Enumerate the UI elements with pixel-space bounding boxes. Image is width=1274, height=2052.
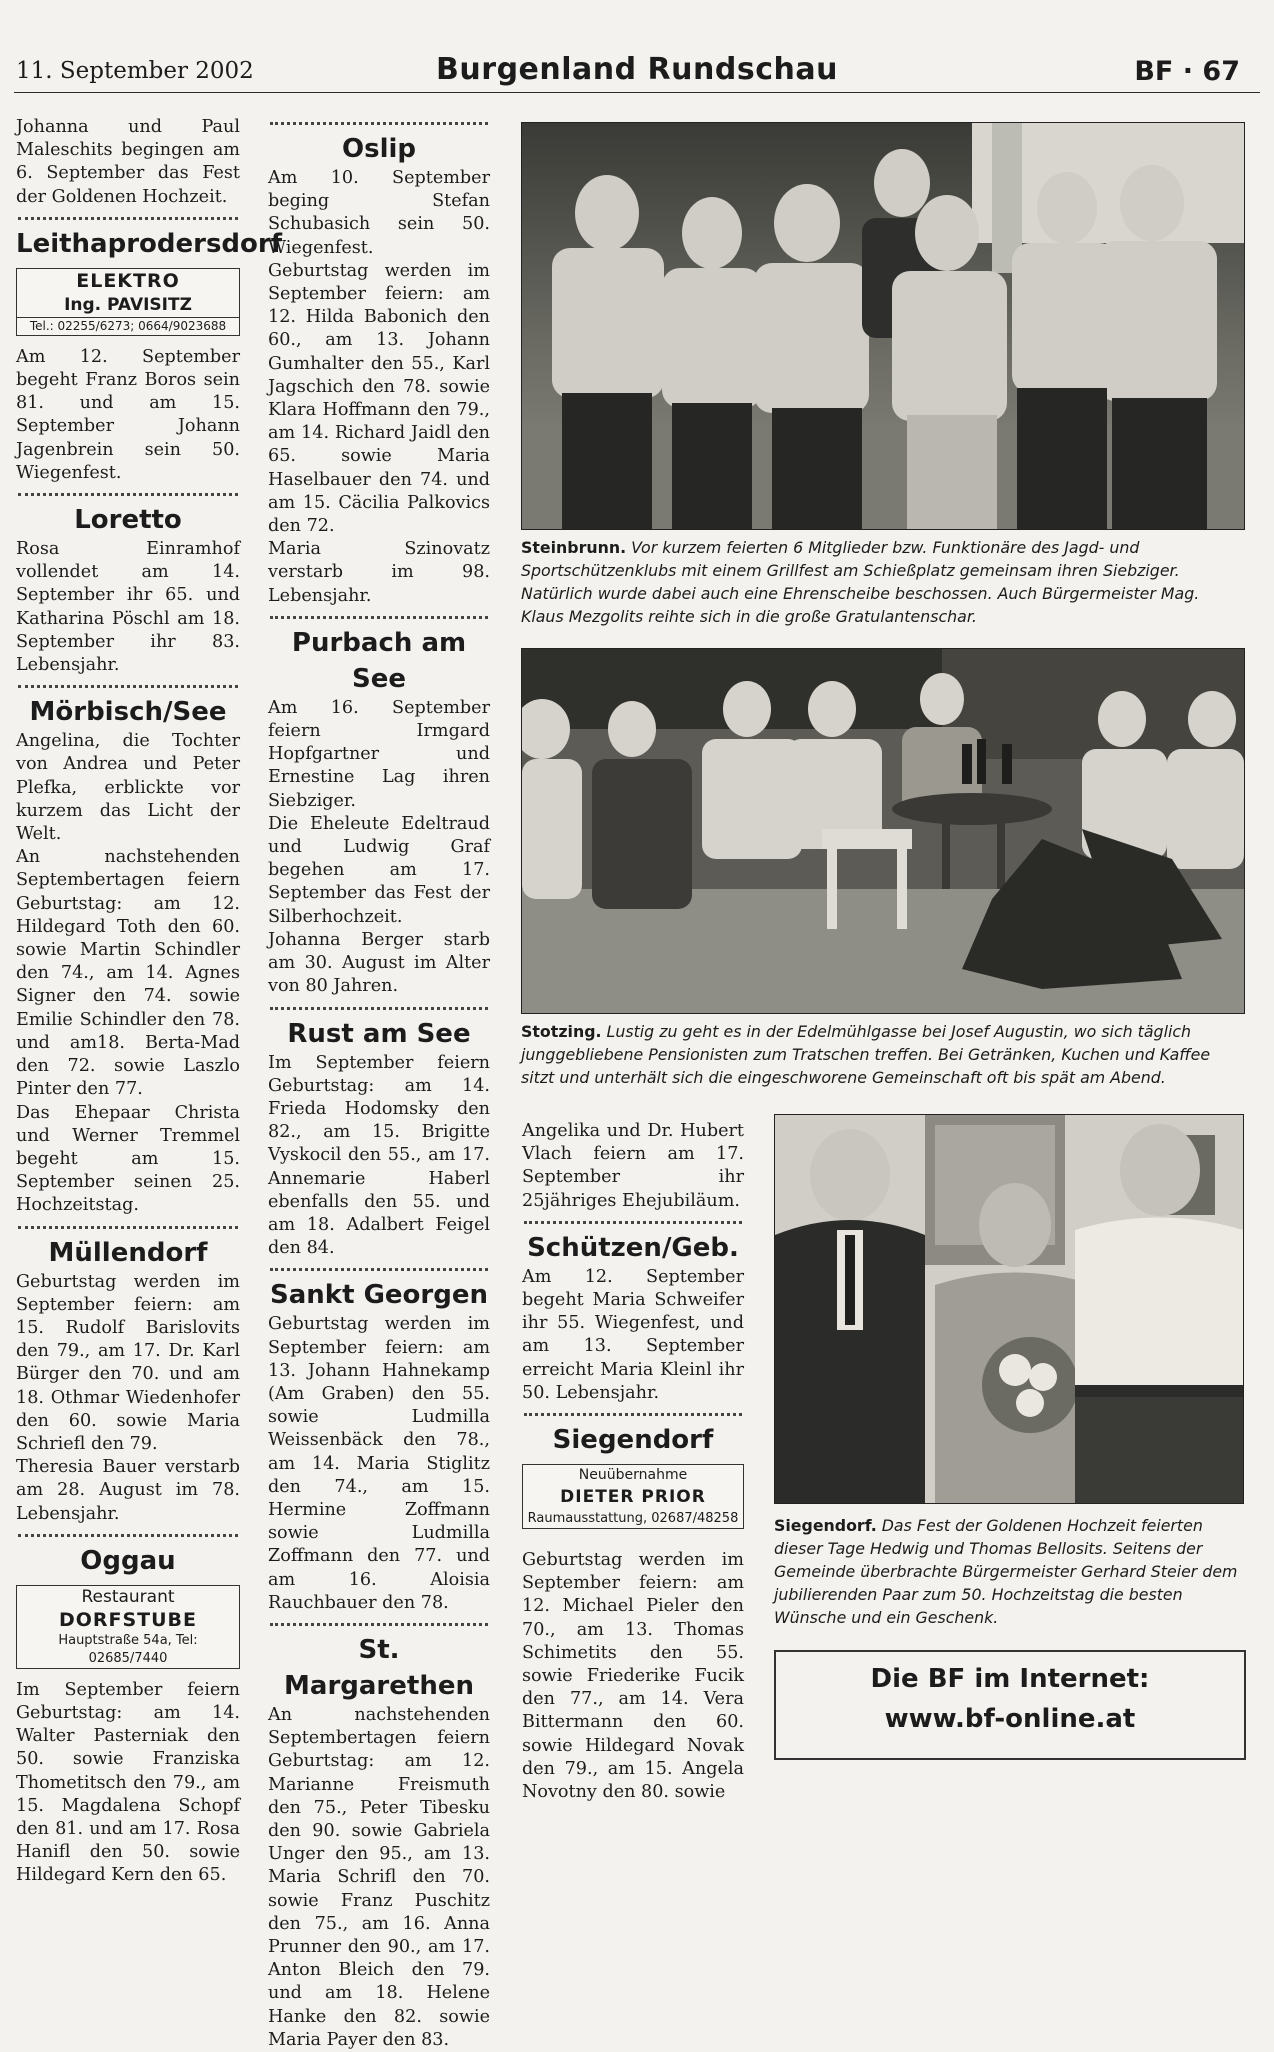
header-rule [14,92,1260,93]
caption-text: Vor kurzem feierten 6 Mitglieder bzw. Funktionäre des Jagd- und Sportschützenklubs mit einem Grillfest am Schießplatz gemeinsam ihren Siebziger. Natürlich wurde dabei auch eine Ehrenscheibe beschossen. Auch Bürgermeister Mag. Klaus Mezgolits reihte sich in die große Gratulantenschar. [521,538,1200,626]
ad-line: Tel.: 02255/6273; 0664/9023688 [17,317,239,335]
section-text: Rosa Einramhof vollendet am 14. September ihr 65. und Katharina Pöschl am 18. September ihr 83. Lebensjahr. [16,539,240,676]
section-text: Die Eheleute Edeltraud und Ludwig Graf begehen am 17. September das Fest der Silberhochzeit. [268,813,490,927]
issue-date: 11. September 2002 [16,58,254,84]
section-text: Im September feiern Geburtstag: am 14. Walter Pasterniak den 50. sowie Franziska Thometitsch den 79., am 15. Magdalena Schopf den 81. und am 17. Rosa Hanifl den 50. sowie Hildegard Kern den 65. [16,1679,240,1886]
divider [270,122,488,125]
section-heading: Loretto [74,505,182,536]
section-text: An nachstehenden Septembertagen feiern Geburtstag: am 12. Hildegard Toth den 60. sowie Martin Schindler den 74., am 14. Agnes Signer den 74. sowie Emilie Schindler den 78. und am18. Berta-Mad den 72. sowie Laszlo Pinter den 77. [16,847,240,1100]
divider [18,493,238,496]
caption-steinbrunn [521,536,1243,628]
photo-siegendorf-golden-wedding [774,1114,1244,1504]
internet-link[interactable]: www.bf-online.at [884,1704,1136,1734]
photo-siegendorf-image [775,1115,1243,1503]
divider [270,616,488,619]
divider [270,1007,488,1010]
photo-stotzing-pensioners [521,648,1245,1014]
divider [524,1413,742,1416]
newspaper-title: Burgenland Rundschau [436,52,838,87]
ad-line: DORFSTUBE [58,1608,198,1631]
ad-line: Hauptstraße 54a, Tel: 02685/7440 [58,1632,198,1666]
photo-steinbrunn-group [521,122,1245,530]
photo-stotzing-image [522,649,1244,1013]
section-text: Maria Szinovatz verstarb im 98. Lebensjahr. [268,539,490,606]
caption-text: Lustig zu geht es in der Edelmühlgasse bei Josef Augustin, wo sich täglich junggebliebene Pensionisten zum Tratschen treffen. Bei Getränken, Kuchen und Kaffee sitzt und unterhält sich die eingeschworene Gemeinschaft oft bis spät am Abend. [521,1022,1211,1087]
section-text: Theresia Bauer verstarb am 28. August im 78. Lebensjahr. [16,1457,240,1524]
section-text: Geburtstag werden im September feiern: am 12. Hilda Babonich den 60., am 13. Johann Gumhalter den 55., Karl Jagschich den 78. sowie Klara Hoffmann den 79., am 14. Richard Jaidl den 65. sowie Maria Haselbauer den 74. und am 15. Cäcilia Palkovics den 72. [268,260,490,537]
section-heading: Oslip [341,134,416,164]
ad-restaurant-dorfstube [16,1585,240,1669]
section-text: Angelina, die Tochter von Andrea und Peter Plefka, erblickte vor kurzem das Licht der Welt. [16,731,240,845]
section-heading: Mörbisch/See [29,697,227,728]
divider [18,1226,238,1229]
ad-line: ELEKTRO [76,269,180,292]
section-text: Am 12. September begeht Franz Boros sein 81. und am 15. September Johann Jagenbrein sein 50. Wiegenfest. [16,346,240,483]
column-1 [16,116,283,1888]
caption-text: Das Fest der Goldenen Hochzeit feierten dieser Tage Hedwig und Thomas Bellosits. Seitens der Gemeinde überbrachte Bürgermeister Gerhard Steier dem jubilierenden Paar zum 50. Hochzeitstag die besten Wünsche und ein Geschenk. [774,1516,1238,1627]
ad-line: Ing. PAVISITZ [64,294,192,315]
ad-line: Neuübernahme [578,1467,688,1484]
section-heading: Siegendorf [552,1425,714,1456]
intro-text: Johanna und Paul Maleschits begingen am 6. September das Fest der Goldenen Hochzeit. [16,117,240,207]
ad-line: Restaurant [81,1586,175,1607]
internet-title: Die BF im Internet: [870,1664,1150,1694]
ad-line: Raumausstattung, 02687/48258 [527,1511,739,1527]
divider [18,685,238,688]
section-heading: Müllendorf [48,1237,208,1268]
section-text: Am 12. September begeht Maria Schweifer ihr 55. Wiegenfest, und am 13. September erreicht Maria Kleinl ihr 50. Lebensjahr. [522,1266,744,1403]
column-2 [268,122,490,2052]
section-text: Johanna Berger starb am 30. August im Alter von 80 Jahren. [268,929,490,997]
section-heading: Purbach am See [291,627,467,694]
section-text: Geburtstag werden im September feiern: am 13. Johann Hahnekamp (Am Graben) den 55. sowie Ludmilla Weissenbäck den 78., am 14. Maria Stiglitz den 74., am 15. Hermine Zoffmann sowie Ludmilla Zoffmann den 77. und am 16. Aloisia Rauchbauer den 78. [268,1314,490,1613]
divider [18,1534,238,1537]
section-text: Das Ehepaar Christa und Werner Tremmel begeht am 15. September seinen 25. Hochzeitstag. [16,1102,240,1216]
caption-place: Siegendorf. [774,1516,877,1535]
ad-dieter-prior [522,1464,744,1529]
section-text: Geburtstag werden im September feiern: am 12. Michael Pieler den 70., am 13. Thomas Schimetits den 55. sowie Friederike Fucik den 77., am 14. Vera Bittermann den 60. sowie Hildegard Novak den 79., am 15. Angela Novotny den 80. sowie [522,1550,744,1803]
ad-elektro-pavisitz [16,268,240,336]
section-heading: Oggau [80,1545,176,1576]
section-heading: Sankt Georgen [270,1280,488,1311]
section-heading: Schützen/Geb. [527,1232,739,1263]
ad-line: DIETER PRIOR [560,1487,706,1508]
divider [270,1623,488,1626]
caption-siegendorf [774,1514,1244,1629]
caption-place: Stotzing. [521,1022,602,1041]
section-text: Am 16. September feiern Irmgard Hopfgartner und Ernestine Lag ihren Siebziger. [268,697,490,811]
photo-steinbrunn-image [522,123,1244,529]
intro-text: Angelika und Dr. Hubert Vlach feiern am 17. September ihr 25jähriges Ehejubiläum. [522,1121,744,1211]
caption-stotzing [521,1020,1243,1089]
section-text: Im September feiern Geburtstag: am 14. Frieda Hodomsky den 82., am 15. Brigitte Vyskocil den 55., am 17. Annemarie Haberl ebenfalls den 55. und am 18. Adalbert Feigel den 84. [268,1052,490,1259]
section-text: An nachstehenden Septembertagen feiern Geburtstag: am 12. Marianne Freismuth den 75., Peter Tibesku den 90. sowie Gabriela Unger den 95., am 13. Maria Schrifl den 70. sowie Franz Puschitz den 75., am 16. Anna Prunner den 90., am 17. Anton Bleich den 79. und am 18. Helene Hanke den 82. sowie Maria Payer den 83. [268,1704,490,2050]
page-number: BF · 67 [1134,56,1240,87]
divider [524,1221,742,1224]
section-heading: Leithaprodersdorf [16,228,283,259]
section-text: Am 10. September beging Stefan Schubasich sein 50. Wiegenfest. [268,168,490,258]
column-3 [522,1120,744,1804]
caption-place: Steinbrunn. [521,538,627,557]
section-text: Geburtstag werden im September feiern: am 15. Rudolf Barislovits den 79., am 17. Dr. Karl Bürger den 70. und am 18. Othmar Wiedenhofer den 60. sowie Maria Schriefl den 79. [16,1271,240,1454]
section-heading: Rust am See [287,1018,471,1049]
section-heading: St. Margarethen [284,1634,474,1701]
divider [18,217,238,220]
divider [270,1268,488,1271]
internet-box [774,1650,1246,1760]
